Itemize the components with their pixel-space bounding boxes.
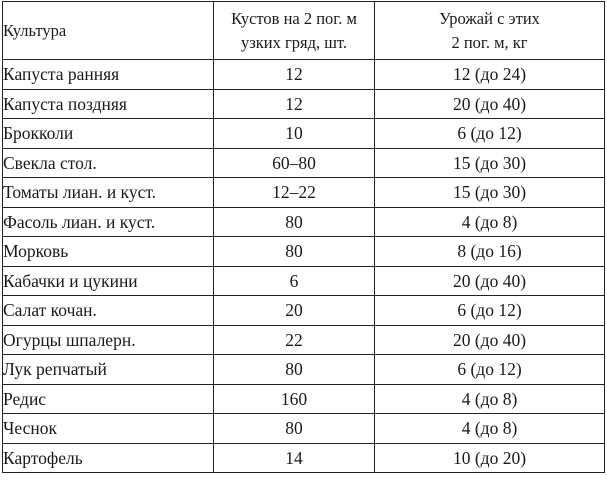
table-row [3,414,605,444]
cell-yield: 4 (до 8) [375,414,605,444]
table-row [3,207,605,237]
cell-bushes: 10 [214,119,375,149]
header-crop: Культура [3,2,214,60]
header-yield-line1: Урожай с этих [439,8,540,28]
cell-yield: 6 (до 12) [375,119,605,149]
cell-yield: 10 (до 20) [375,443,605,473]
cell-crop: Редис [3,384,214,414]
cell-bushes: 20 [214,296,375,326]
cell-bushes: 80 [214,237,375,267]
table-row [3,266,605,296]
cell-crop: Огурцы шпалерн. [3,325,214,355]
cell-bushes: 6 [214,266,375,296]
table-row [3,384,605,414]
header-bushes-line1: Кустов на 2 пог. м [231,8,357,28]
cell-yield: 20 (до 40) [375,266,605,296]
table-row [3,325,605,355]
cell-crop: Капуста ранняя [3,60,214,90]
header-yield [375,2,605,60]
cell-crop: Лук репчатый [3,355,214,385]
cell-bushes: 160 [214,384,375,414]
cell-yield: 6 (до 12) [375,296,605,326]
table-row [3,443,605,473]
cell-yield: 4 (до 8) [375,384,605,414]
table-row [3,89,605,119]
cell-crop: Томаты лиан. и куст. [3,178,214,208]
table-header [3,2,605,60]
cell-yield: 20 (до 40) [375,325,605,355]
table-row [3,296,605,326]
cell-crop: Картофель [3,443,214,473]
cell-crop: Морковь [3,237,214,267]
cell-yield: 8 (до 16) [375,237,605,267]
cell-crop: Салат кочан. [3,296,214,326]
cell-bushes: 12–22 [214,178,375,208]
cell-crop: Фасоль лиан. и куст. [3,207,214,237]
cell-bushes: 80 [214,414,375,444]
cell-crop: Чеснок [3,414,214,444]
cell-yield: 4 (до 8) [375,207,605,237]
cell-yield: 20 (до 40) [375,89,605,119]
cell-yield: 15 (до 30) [375,148,605,178]
cell-bushes: 80 [214,355,375,385]
table-row [3,237,605,267]
table-row [3,178,605,208]
header-bushes-line2: узких гряд, шт. [240,32,348,52]
table-row [3,148,605,178]
header-yield-line2: 2 пог. м, кг [451,32,528,52]
cell-bushes: 14 [214,443,375,473]
cell-bushes: 12 [214,89,375,119]
cell-crop: Свекла стол. [3,148,214,178]
cell-bushes: 80 [214,207,375,237]
cell-crop: Брокколи [3,119,214,149]
table-body [3,60,605,473]
cell-crop: Кабачки и цукини [3,266,214,296]
table-row [3,355,605,385]
cell-yield: 15 (до 30) [375,178,605,208]
crop-yield-table [2,1,605,473]
cell-yield: 6 (до 12) [375,355,605,385]
cell-bushes: 22 [214,325,375,355]
cell-bushes: 12 [214,60,375,90]
cell-crop: Капуста поздняя [3,89,214,119]
cell-bushes: 60–80 [214,148,375,178]
cell-yield: 12 (до 24) [375,60,605,90]
table-row [3,119,605,149]
header-row [3,2,605,60]
table-row [3,60,605,90]
header-bushes [214,2,375,60]
